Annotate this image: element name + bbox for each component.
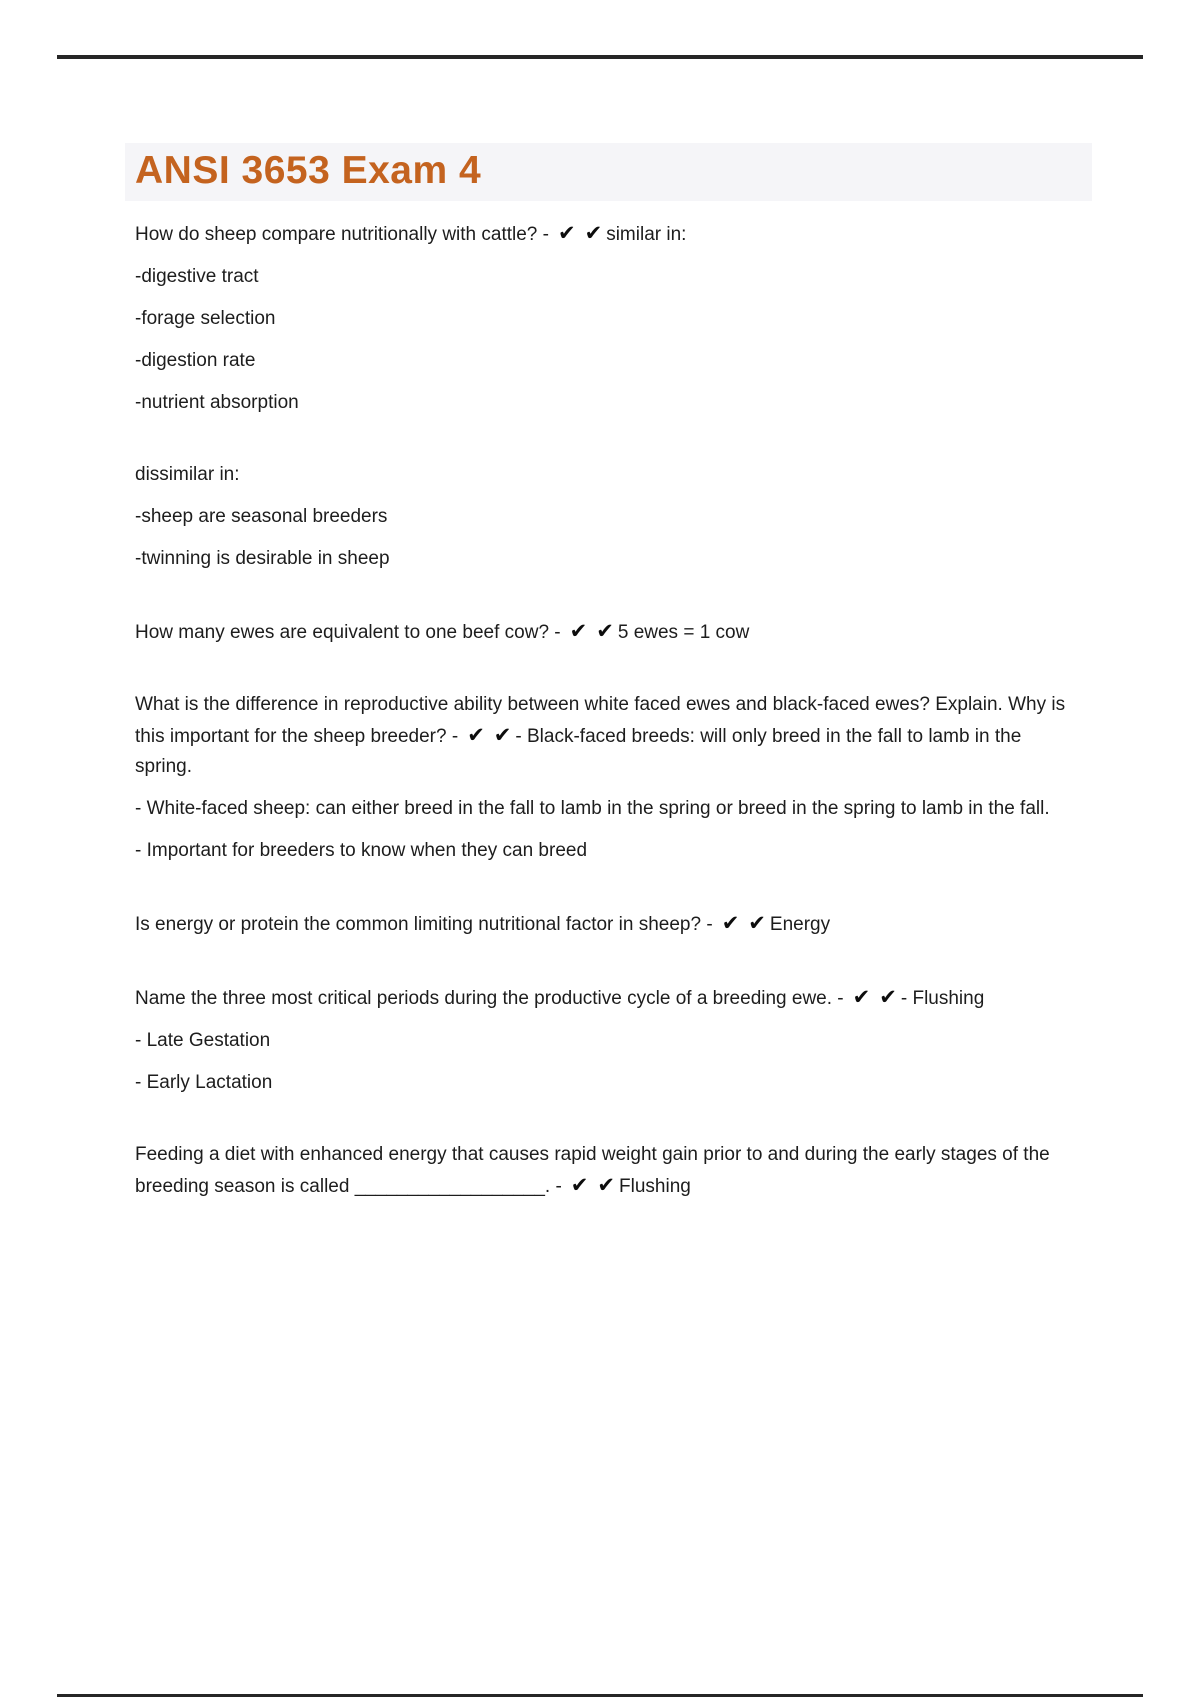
checkmark-icon: ✔ xyxy=(852,985,871,1009)
title-bar xyxy=(125,143,1092,201)
qa-line xyxy=(135,982,1067,1014)
checkmark-icon: ✔ xyxy=(597,1173,616,1197)
answer-detail-line: - Important for breeders to know when they can breed xyxy=(135,840,588,861)
checkmark-icon: ✔ xyxy=(721,911,740,935)
answer-detail-line: dissimilar in: xyxy=(135,464,240,485)
question-text: How many ewes are equivalent to one beef cow? - xyxy=(135,622,561,643)
answer-detail-line: - White-faced sheep: can either breed in the fall to lamb in the spring or breed in the spring to lamb in the fall. xyxy=(135,798,1050,819)
double-checkmark-icon xyxy=(569,619,614,643)
qa-line xyxy=(135,690,1067,782)
answer-text: 5 ewes = 1 cow xyxy=(617,622,750,643)
answer-text: similar in: xyxy=(606,224,687,245)
question-text: Name the three most critical periods during the productive cycle of a breeding ewe. - xyxy=(135,988,844,1009)
page-bottom-rule xyxy=(57,1694,1143,1697)
qa-line xyxy=(135,218,1067,250)
document-body xyxy=(135,218,1067,1214)
question-text: How do sheep compare nutritionally with cattle? - xyxy=(135,224,549,245)
answer-detail-line: -twinning is desirable in sheep xyxy=(135,548,390,569)
answer-detail-line: - Late Gestation xyxy=(135,1030,271,1051)
answer-text: - Black-faced breeds: will only breed in the fall to lamb in the spring. xyxy=(135,726,1022,777)
double-checkmark-icon xyxy=(467,723,512,747)
double-checkmark-icon xyxy=(721,911,766,935)
qa-line xyxy=(135,616,1067,648)
answer-detail-line: -nutrient absorption xyxy=(135,392,299,413)
checkmark-icon: ✔ xyxy=(748,911,766,935)
checkmark-icon: ✔ xyxy=(493,723,512,747)
page-title: ANSI 3653 Exam 4 xyxy=(135,149,482,192)
answer-detail-line: -sheep are seasonal breeders xyxy=(135,506,388,527)
qa-line xyxy=(135,908,1067,940)
double-checkmark-icon xyxy=(852,985,897,1009)
question-text: What is the difference in reproductive ability between white faced ewes and black-faced ewes? Explain. Why is this important for the sheep breeder? - xyxy=(135,694,1066,747)
question-text: Feeding a diet with enhanced energy that causes rapid weight gain prior to and during the early stages of the breeding season is called __________________. - xyxy=(135,1144,1050,1197)
question-text: Is energy or protein the common limiting nutritional factor in sheep? - xyxy=(135,914,713,935)
answer-text: Flushing xyxy=(619,1176,691,1197)
answer-detail-line: -digestion rate xyxy=(135,350,256,371)
checkmark-icon: ✔ xyxy=(596,619,614,643)
checkmark-icon: ✔ xyxy=(584,221,603,245)
answer-detail-line: -forage selection xyxy=(135,308,276,329)
checkmark-icon: ✔ xyxy=(467,723,485,747)
checkmark-icon: ✔ xyxy=(879,985,897,1009)
double-checkmark-icon xyxy=(557,221,603,245)
answer-text: - Flushing xyxy=(900,988,985,1009)
checkmark-icon: ✔ xyxy=(569,619,588,643)
checkmark-icon: ✔ xyxy=(557,221,576,245)
answer-detail-line: - Early Lactation xyxy=(135,1072,273,1093)
qa-line xyxy=(135,1140,1067,1202)
double-checkmark-icon xyxy=(570,1173,616,1197)
answer-detail-line: -digestive tract xyxy=(135,266,259,287)
answer-text: Energy xyxy=(769,914,831,935)
page-top-rule xyxy=(57,55,1143,59)
checkmark-icon: ✔ xyxy=(570,1173,589,1197)
